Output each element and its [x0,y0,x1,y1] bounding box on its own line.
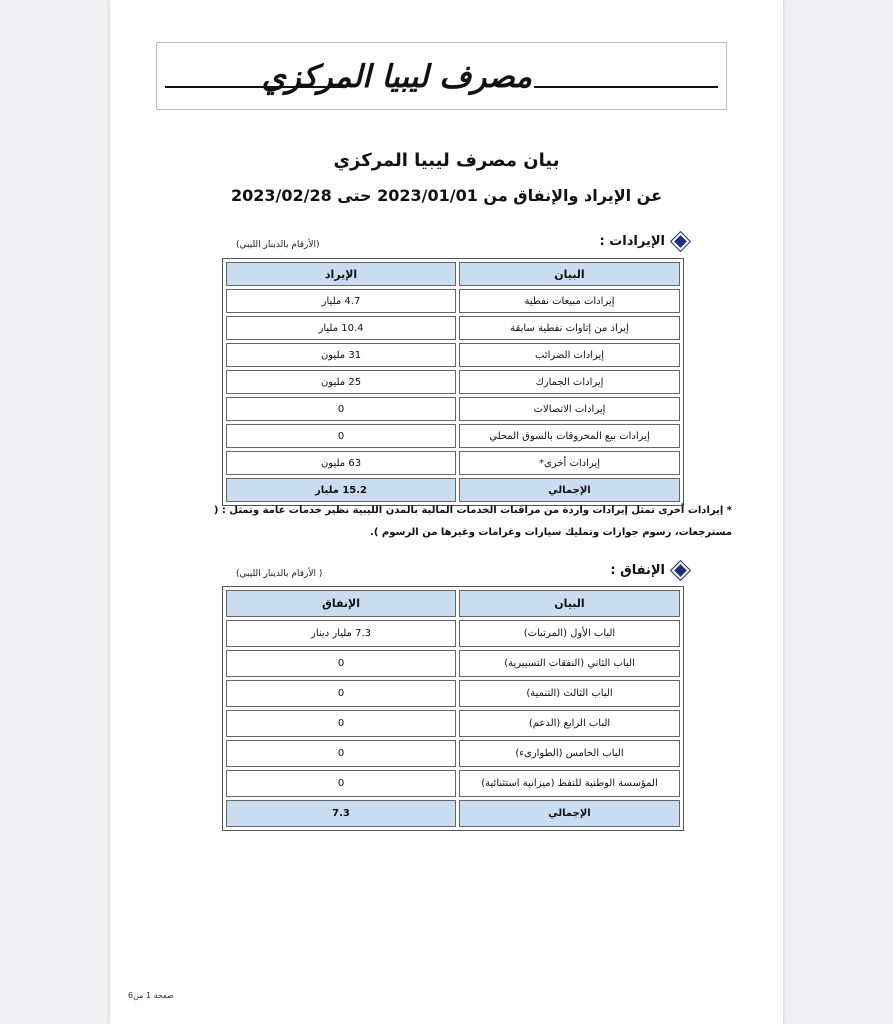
row-value: 25 مليون [226,370,456,394]
table-row [226,397,680,421]
row-item: إيرادات الضرائب [459,343,680,367]
row-value: 63 مليون [226,451,456,475]
total-row [226,800,680,827]
column-header-item: البيان [459,262,680,286]
document-title: بيان مصرف ليبيا المركزي [333,150,560,171]
revenues-unit-note: (الأرقام بالدينار الليبي) [236,240,320,250]
row-value: 0 [226,650,456,677]
revenues-footnote: * إيرادات أخرى تمثل إيرادات واردة من مراقبات الخدمات المالية بالمدن الليبية نظير خدمات عامة وتمثل : ( مسترجعات، رسوم جوازات وتمليك سيارات وغرامات وغيرها من الرسوم ). [213,505,732,538]
column-header-item: البيان [459,590,680,617]
total-value: 15.2 مليار [226,478,456,502]
table-row [226,680,680,707]
total-value: 7.3 [226,800,456,827]
document-page [110,0,783,1024]
total-row [226,478,680,502]
row-value: 10.4 مليار [226,316,456,340]
row-value: 4.7 مليار [226,289,456,313]
row-item: إيرادات مبيعات نفطية [459,289,680,313]
table-row [226,370,680,394]
letterhead [156,42,727,110]
document-subtitle: عن الإيراد والإنفاق من 2023/01/01 حتى 2023/02/28 [230,186,663,205]
table-header-row [226,590,680,617]
bank-logo: مصرف ليبيا المركزي [261,59,532,95]
table-row [226,740,680,767]
row-value: 31 مليون [226,343,456,367]
row-value: 0 [226,424,456,448]
column-header-value: الإيراد [226,262,456,286]
diamond-bullet-icon [671,232,689,250]
table-row [226,710,680,737]
letterhead-rule-right [534,86,718,88]
column-header-value: الإنفاق [226,590,456,617]
row-item: الباب الأول (المرتبات) [459,620,680,647]
total-label: الإجمالي [459,800,680,827]
expenditures-unit-note: ( الأرقام بالدينار الليبي) [236,569,323,579]
row-item: إيرادات بيع المحروقات بالسوق المحلي [459,424,680,448]
table-row [226,620,680,647]
row-value: 7.3 مليار دينار [226,620,456,647]
row-value: 0 [226,680,456,707]
row-item: إيرادات أخرى* [459,451,680,475]
page-number: صفحة 1 من6 [128,991,174,1000]
revenues-heading [600,234,687,249]
revenues-table [222,258,684,506]
diamond-bullet-icon [671,561,689,579]
row-item: إيراد من إتاوات نفطية سابقة [459,316,680,340]
table-row [226,770,680,797]
row-item: الباب الرابع (الدعم) [459,710,680,737]
revenues-heading-label: الإيرادات : [599,234,665,249]
row-item: الباب الثاني (النفقات التسييرية) [459,650,680,677]
row-value: 0 [226,710,456,737]
table-row [226,316,680,340]
table-header-row [226,262,680,286]
total-label: الإجمالي [459,478,680,502]
table-row [226,289,680,313]
expenditures-heading-label: الإنفاق : [610,563,665,578]
table-row [226,650,680,677]
row-value: 0 [226,397,456,421]
expenditures-table [222,586,684,831]
table-row [226,343,680,367]
row-item: إيرادات الاتصالات [459,397,680,421]
row-item: الباب الثالث (التنمية) [459,680,680,707]
row-value: 0 [226,740,456,767]
row-item: المؤسسة الوطنية للنفط (ميزانية استثنائية) [459,770,680,797]
row-item: الباب الخامس (الطوارىء) [459,740,680,767]
row-item: إيرادات الجمارك [459,370,680,394]
table-row [226,424,680,448]
table-row [226,451,680,475]
row-value: 0 [226,770,456,797]
expenditures-heading [610,563,687,578]
